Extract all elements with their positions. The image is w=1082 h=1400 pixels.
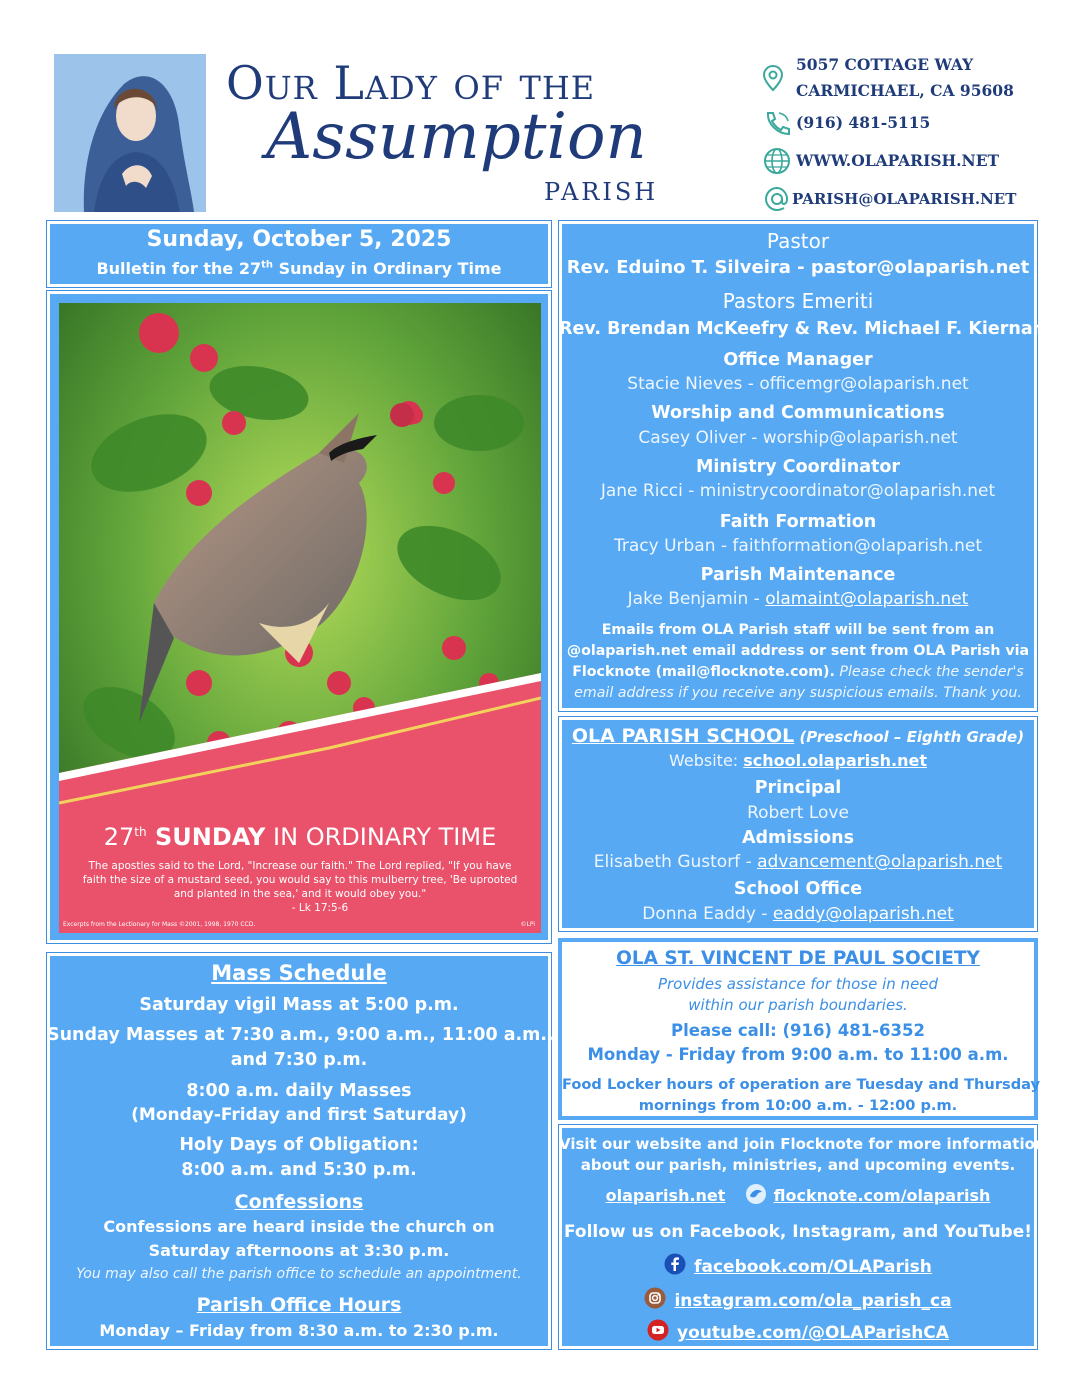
- website-link[interactable]: WWW.OLAPARISH.NET: [796, 151, 1000, 170]
- staff-directory-box: [558, 220, 1046, 712]
- svdp-phone: Please call: (916) 481-6352: [671, 1021, 925, 1040]
- phone-row[interactable]: [762, 104, 1042, 142]
- parish-site-link[interactable]: olaparish.net: [605, 1186, 726, 1205]
- emeriti-names: Rev. Brendan McKeefry & Rev. Michael F. Kiernan: [559, 319, 1046, 339]
- poster-heading: 27th SUNDAY IN ORDINARY TIME: [103, 823, 497, 851]
- admissions-contact: Elisabeth Gustorf - advancement@olaparish.net: [593, 852, 1003, 872]
- instagram-icon: [644, 1287, 666, 1309]
- visit-line-1: Visit our website and join Flocknote for more information: [559, 1135, 1046, 1153]
- follow-us: Follow us on Facebook, Instagram, and YouTube!: [563, 1222, 1033, 1242]
- address-line-2: CARMICHAEL, CA 95608: [796, 81, 1014, 100]
- mass-schedule-box: [46, 952, 552, 1350]
- school-name-link[interactable]: OLA PARISH SCHOOL: [571, 725, 795, 747]
- confessions-heading: Confessions: [234, 1191, 364, 1213]
- parish-title: [226, 52, 716, 212]
- poster-credit: ©LPi: [520, 921, 535, 928]
- admissions-email-link[interactable]: advancement@olaparish.net: [757, 852, 1003, 872]
- food-locker-line-1: Food Locker hours of operation are Tuesday and Thursday: [562, 1076, 1041, 1093]
- worship-label: Worship and Communications: [651, 403, 945, 423]
- youtube-link[interactable]: youtube.com/@OLAParishCA: [677, 1323, 949, 1343]
- school-heading: OLA PARISH SCHOOL (Preschool – Eighth Grade): [571, 725, 1025, 747]
- title-line-3: PARISH: [544, 178, 659, 206]
- phone-number[interactable]: (916) 481-5115: [796, 113, 931, 132]
- school-office-label: School Office: [733, 879, 863, 899]
- confessions-note: You may also call the parish office to schedule an appointment.: [76, 1266, 522, 1282]
- maintenance-contact: Jake Benjamin - olamaint@olaparish.net: [627, 589, 969, 609]
- office-manager-label: Office Manager: [723, 350, 873, 370]
- school-website: Website: school.olaparish.net: [669, 751, 927, 770]
- principal-label: Principal: [754, 778, 842, 798]
- school-box: [558, 716, 1038, 932]
- online-links-box: [558, 1124, 1046, 1350]
- facebook-icon: [664, 1253, 686, 1275]
- email-link[interactable]: PARISH@OLAPARISH.NET: [792, 190, 1017, 208]
- vigil-mass: Saturday vigil Mass at 5:00 p.m.: [139, 995, 459, 1015]
- youtube-row: [559, 1319, 1037, 1343]
- sunday-masses-line-1: Sunday Masses at 7:30 a.m., 9:00 a.m., 11:00 a.m.,: [47, 1025, 554, 1045]
- flocknote-link[interactable]: flocknote.com/olaparish: [773, 1186, 991, 1205]
- globe-icon: [762, 146, 796, 176]
- email-row[interactable]: [762, 180, 1042, 218]
- phone-icon: [762, 108, 796, 138]
- address-row: [762, 52, 1042, 104]
- email-notice-line-4: email address if you receive any suspicious emails. Thank you.: [574, 685, 1022, 701]
- holy-days-line-1: Holy Days of Obligation:: [179, 1135, 419, 1155]
- email-notice-line-2: @olaparish.net email address or sent from OLA Parish via: [566, 643, 1030, 659]
- confessions-line-2: Saturday afternoons at 3:30 p.m.: [148, 1241, 450, 1260]
- ministry-label: Ministry Coordinator: [695, 457, 901, 477]
- visit-line-2: about our parish, ministries, and upcoming events.: [580, 1156, 1016, 1174]
- maintenance-label: Parish Maintenance: [700, 565, 896, 585]
- at-sign-icon: [762, 184, 792, 214]
- contact-block: [762, 52, 1042, 218]
- principal-name: Robert Love: [747, 803, 849, 823]
- admissions-label: Admissions: [741, 828, 855, 848]
- poster-quote: The apostles said to the Lord, "Increase our faith." The Lord replied, "If you have faith the size of a mustard seed, you would say to this mulberry tree, 'Be uprooted and planted in the sea,' and it would obey you." - Lk 17:5-6: [82, 860, 518, 914]
- office-manager: Stacie Nieves - officemgr@olaparish.net: [627, 374, 969, 394]
- svdp-hours: Monday - Friday from 9:00 a.m. to 11:00 a.m.: [587, 1045, 1009, 1064]
- flocknote-icon: [745, 1183, 767, 1205]
- pastor-label: Pastor: [766, 229, 830, 253]
- title-line-1: Our Lady of the: [226, 56, 596, 110]
- location-pin-icon: [762, 63, 796, 93]
- facebook-link[interactable]: facebook.com/OLAParish: [694, 1257, 932, 1277]
- facebook-row: [559, 1253, 1037, 1277]
- title-line-2: Assumption: [266, 100, 647, 174]
- svdp-description-line-2: within our parish boundaries.: [688, 996, 908, 1014]
- maintenance-email-link[interactable]: olamaint@olaparish.net: [765, 589, 969, 609]
- faith-formation-label: Faith Formation: [719, 512, 877, 532]
- office-hours-heading: Parish Office Hours: [196, 1294, 402, 1316]
- svdp-description-line-1: Provides assistance for those in need: [657, 975, 939, 993]
- madonna-portrait-image: [54, 54, 206, 212]
- office-hours: Monday – Friday from 8:30 a.m. to 2:30 p.m.: [99, 1321, 499, 1340]
- school-office-email-link[interactable]: eaddy@olaparish.net: [772, 904, 954, 924]
- email-notice-line-3: Flocknote (mail@flocknote.com). Please check the sender's: [572, 664, 1024, 680]
- date-box: [46, 220, 552, 288]
- food-locker-line-2: mornings from 10:00 a.m. - 12:00 p.m.: [638, 1097, 958, 1114]
- bulletin-date: Sunday, October 5, 2025: [146, 227, 452, 252]
- bulletin-subtitle: Bulletin for the 27th Sunday in Ordinary Time: [96, 259, 502, 278]
- ministry-contact: Jane Ricci - ministrycoordinator@olaparish.net: [600, 481, 996, 501]
- poster-footnote: Excerpts from the Lectionary for Mass ©2001, 1998, 1970 CCD.: [63, 921, 256, 928]
- daily-masses-line-2: (Monday-Friday and first Saturday): [131, 1105, 467, 1125]
- svdp-heading[interactable]: OLA ST. VINCENT DE PAUL SOCIETY: [616, 948, 980, 969]
- instagram-link[interactable]: instagram.com/ola_parish_ca: [674, 1291, 952, 1311]
- cedar-waxwing-poster-image: [59, 303, 541, 933]
- worship-contact: Casey Oliver - worship@olaparish.net: [638, 428, 958, 448]
- masthead: [50, 52, 1040, 214]
- pastor-name: Rev. Eduino T. Silveira - pastor@olaparish.net: [566, 257, 1030, 278]
- mass-schedule-heading: Mass Schedule: [211, 961, 387, 985]
- sunday-masses-line-2: and 7:30 p.m.: [230, 1050, 368, 1070]
- svdp-box: [558, 938, 1041, 1120]
- school-website-link[interactable]: school.olaparish.net: [743, 751, 927, 770]
- website-row[interactable]: [762, 142, 1042, 180]
- web-links-row: [559, 1183, 1037, 1205]
- daily-masses-line-1: 8:00 a.m. daily Masses: [186, 1081, 412, 1101]
- faith-formation-contact: Tracy Urban - faithformation@olaparish.net: [613, 536, 983, 556]
- email-notice-line-1: Emails from OLA Parish staff will be sent from an: [601, 622, 995, 638]
- youtube-icon: [647, 1319, 669, 1341]
- school-office-contact: Donna Eaddy - eaddy@olaparish.net: [642, 904, 954, 924]
- instagram-row: [559, 1287, 1037, 1311]
- address-line-1: 5057 COTTAGE WAY: [796, 55, 974, 74]
- poster-box: [46, 290, 552, 944]
- holy-days-line-2: 8:00 a.m. and 5:30 p.m.: [181, 1160, 417, 1180]
- confessions-line-1: Confessions are heard inside the church on: [103, 1217, 495, 1236]
- emeriti-label: Pastors Emeriti: [722, 289, 874, 313]
